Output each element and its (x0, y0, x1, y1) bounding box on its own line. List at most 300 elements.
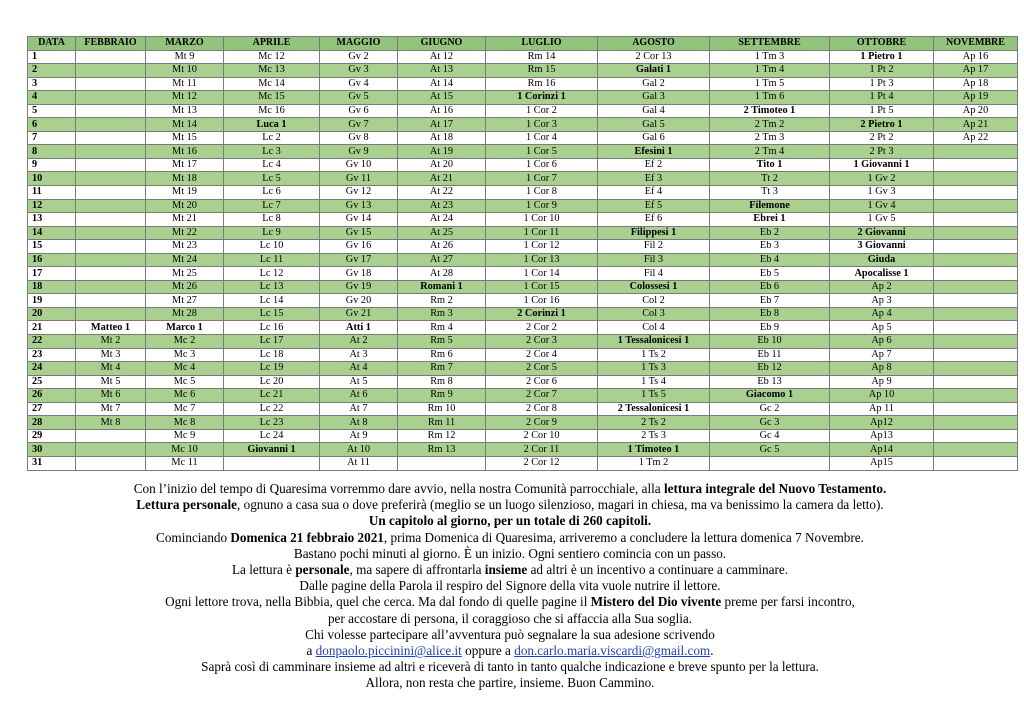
table-row (28, 50, 1018, 64)
reading-cell: Ap 7 (830, 348, 934, 362)
reading-cell (76, 307, 146, 321)
day-cell: 28 (28, 416, 76, 430)
reading-cell: Col 4 (598, 321, 710, 335)
reading-cell: 1 Gv 2 (830, 172, 934, 186)
reading-cell: Mc 15 (224, 91, 320, 105)
reading-cell: Rm 6 (398, 348, 486, 362)
reading-cell: 1 Ts 4 (598, 375, 710, 389)
reading-cell: At 8 (320, 416, 398, 430)
reading-cell: 2 Tm 4 (710, 145, 830, 159)
reading-cell (76, 213, 146, 227)
reading-cell: Lc 13 (224, 280, 320, 294)
table-row (28, 186, 1018, 200)
reading-cell: Eb 3 (710, 240, 830, 254)
reading-cell: Ap 22 (934, 131, 1018, 145)
reading-cell (76, 240, 146, 254)
reading-cell: Fil 2 (598, 240, 710, 254)
reading-cell: Mt 28 (146, 307, 224, 321)
reading-cell: Rm 5 (398, 335, 486, 349)
reading-cell (76, 443, 146, 457)
reading-cell: 1 Gv 4 (830, 199, 934, 213)
table-row (28, 145, 1018, 159)
day-cell: 10 (28, 172, 76, 186)
table-row (28, 91, 1018, 105)
reading-cell: Filemone (710, 199, 830, 213)
reading-cell: Ap 19 (934, 91, 1018, 105)
reading-cell: Gv 19 (320, 280, 398, 294)
reading-cell: At 6 (320, 389, 398, 403)
day-cell: 11 (28, 186, 76, 200)
reading-cell (76, 429, 146, 443)
reading-cell (76, 77, 146, 91)
reading-cell: Ap 3 (830, 294, 934, 308)
reading-cell: At 27 (398, 253, 486, 267)
reading-cell: Colossesi 1 (598, 280, 710, 294)
reading-cell: Matteo 1 (76, 321, 146, 335)
reading-cell: Rm 13 (398, 443, 486, 457)
column-header: AGOSTO (598, 37, 710, 51)
reading-cell: Ap 21 (934, 118, 1018, 132)
reading-cell: 1 Gv 3 (830, 186, 934, 200)
reading-cell: Ap12 (830, 416, 934, 430)
reading-cell: 1 Tessalonicesi 1 (598, 335, 710, 349)
reading-cell: Eb 11 (710, 348, 830, 362)
reading-cell: Lc 6 (224, 186, 320, 200)
reading-cell: Lc 16 (224, 321, 320, 335)
reading-cell: Apocalisse 1 (830, 267, 934, 281)
reading-table (27, 36, 1018, 471)
reading-cell: Eb 9 (710, 321, 830, 335)
reading-cell: 1 Cor 12 (486, 240, 598, 254)
reading-cell: Gal 6 (598, 131, 710, 145)
reading-cell: Gv 20 (320, 294, 398, 308)
reading-cell: At 12 (398, 50, 486, 64)
reading-cell: Galati 1 (598, 64, 710, 78)
note-line: a donpaolo.piccinini@alice.it oppure a don.carlo.maria.viscardi@gmail.com. (306, 643, 714, 659)
table-row (28, 321, 1018, 335)
reading-cell: Ap14 (830, 443, 934, 457)
reading-cell: Mt 4 (76, 362, 146, 376)
reading-cell (76, 64, 146, 78)
reading-cell: At 14 (398, 77, 486, 91)
reading-cell: 1 Cor 10 (486, 213, 598, 227)
day-cell: 13 (28, 213, 76, 227)
day-cell: 25 (28, 375, 76, 389)
reading-cell: 2 Giovanni (830, 226, 934, 240)
announcement-text (20, 481, 1000, 692)
reading-cell: Gv 2 (320, 50, 398, 64)
reading-cell: 2 Ts 2 (598, 416, 710, 430)
table-row (28, 253, 1018, 267)
reading-cell: Gal 3 (598, 91, 710, 105)
reading-cell (76, 131, 146, 145)
reading-cell (934, 253, 1018, 267)
table-row (28, 267, 1018, 281)
reading-cell (934, 267, 1018, 281)
reading-cell: Mt 18 (146, 172, 224, 186)
day-cell: 22 (28, 335, 76, 349)
reading-cell (398, 456, 486, 470)
reading-cell: At 23 (398, 199, 486, 213)
note-line: Cominciando Domenica 21 febbraio 2021, prima Domenica di Quaresima, arriveremo a concludere la lettura domenica 7 Novembre. (156, 529, 864, 545)
reading-cell: 3 Giovanni (830, 240, 934, 254)
reading-cell: Eb 7 (710, 294, 830, 308)
reading-cell: Eb 2 (710, 226, 830, 240)
day-cell: 3 (28, 77, 76, 91)
day-cell: 24 (28, 362, 76, 376)
reading-cell (76, 456, 146, 470)
reading-cell (76, 158, 146, 172)
reading-cell (934, 348, 1018, 362)
table-row (28, 362, 1018, 376)
reading-cell: Gv 11 (320, 172, 398, 186)
reading-cell (934, 213, 1018, 227)
day-cell: 18 (28, 280, 76, 294)
note-line: La lettura è personale, ma sapere di affrontarla insieme ad altri è un incentivo a continuare a camminare. (231, 562, 788, 578)
reading-cell: Eb 10 (710, 335, 830, 349)
reading-cell: Mt 27 (146, 294, 224, 308)
reading-cell: Lc 5 (224, 172, 320, 186)
reading-cell (934, 199, 1018, 213)
reading-cell (934, 321, 1018, 335)
reading-cell: 1 Pt 2 (830, 64, 934, 78)
reading-cell: 1 Pietro 1 (830, 50, 934, 64)
reading-cell (934, 186, 1018, 200)
reading-cell (934, 307, 1018, 321)
day-cell: 23 (28, 348, 76, 362)
reading-cell (934, 294, 1018, 308)
table-row (28, 443, 1018, 457)
reading-cell (76, 253, 146, 267)
reading-cell: Col 3 (598, 307, 710, 321)
reading-cell: Lc 15 (224, 307, 320, 321)
email-link-carlo[interactable]: don.carlo.maria.viscardi@gmail.com (514, 643, 711, 659)
table-row (28, 335, 1018, 349)
reading-cell: Mc 12 (224, 50, 320, 64)
reading-cell: 1 Cor 13 (486, 253, 598, 267)
reading-cell: Mc 13 (224, 64, 320, 78)
reading-cell: Lc 22 (224, 402, 320, 416)
reading-cell: Lc 3 (224, 145, 320, 159)
reading-cell: At 13 (398, 64, 486, 78)
reading-cell: At 19 (398, 145, 486, 159)
reading-cell: At 26 (398, 240, 486, 254)
reading-cell: Ap 11 (830, 402, 934, 416)
day-cell: 9 (28, 158, 76, 172)
reading-cell: Gc 5 (710, 443, 830, 457)
note-line: Bastano pochi minuti al giorno. È un inizio. Ogni sentiero comincia con un passo. (293, 545, 727, 561)
reading-cell: Rm 16 (486, 77, 598, 91)
reading-cell: 1 Gv 5 (830, 213, 934, 227)
reading-cell: Gal 2 (598, 77, 710, 91)
reading-cell: 1 Cor 8 (486, 186, 598, 200)
reading-cell: Mc 4 (146, 362, 224, 376)
reading-cell: Lc 2 (224, 131, 320, 145)
reading-cell: Mc 9 (146, 429, 224, 443)
reading-cell: Rm 11 (398, 416, 486, 430)
reading-cell: 2 Corinzi 1 (486, 307, 598, 321)
reading-cell: 1 Timoteo 1 (598, 443, 710, 457)
reading-cell: Mt 22 (146, 226, 224, 240)
reading-cell: Gv 12 (320, 186, 398, 200)
day-cell: 17 (28, 267, 76, 281)
reading-cell (224, 456, 320, 470)
reading-cell: Lc 10 (224, 240, 320, 254)
reading-cell: 1 Cor 4 (486, 131, 598, 145)
reading-cell: Gv 15 (320, 226, 398, 240)
reading-cell: Mt 17 (146, 158, 224, 172)
table-row (28, 104, 1018, 118)
reading-cell: 2 Cor 10 (486, 429, 598, 443)
reading-cell: Gal 5 (598, 118, 710, 132)
reading-cell: Mt 9 (146, 50, 224, 64)
reading-cell: At 10 (320, 443, 398, 457)
reading-calendar (27, 36, 1017, 471)
reading-cell: At 22 (398, 186, 486, 200)
reading-cell: At 11 (320, 456, 398, 470)
reading-cell: 1 Tm 6 (710, 91, 830, 105)
reading-cell: Ef 4 (598, 186, 710, 200)
reading-cell: Lc 11 (224, 253, 320, 267)
table-row (28, 213, 1018, 227)
reading-cell: 1 Pt 4 (830, 91, 934, 105)
note-line: Allora, non resta che partire, insieme. Buon Cammino. (365, 675, 655, 691)
reading-cell: Gv 16 (320, 240, 398, 254)
reading-cell: Gv 18 (320, 267, 398, 281)
day-cell: 4 (28, 91, 76, 105)
table-row (28, 158, 1018, 172)
reading-cell: Mt 8 (76, 416, 146, 430)
reading-cell: At 24 (398, 213, 486, 227)
reading-cell: Rm 14 (486, 50, 598, 64)
reading-cell: 1 Tm 3 (710, 50, 830, 64)
reading-cell: Mc 3 (146, 348, 224, 362)
reading-cell (76, 104, 146, 118)
day-cell: 12 (28, 199, 76, 213)
reading-cell: Ap 8 (830, 362, 934, 376)
reading-cell: 1 Cor 9 (486, 199, 598, 213)
reading-cell: 2 Pt 2 (830, 131, 934, 145)
reading-cell: Mt 26 (146, 280, 224, 294)
reading-cell: At 7 (320, 402, 398, 416)
table-row (28, 64, 1018, 78)
reading-cell: Ap 20 (934, 104, 1018, 118)
reading-cell: Rm 7 (398, 362, 486, 376)
reading-cell: Mt 19 (146, 186, 224, 200)
reading-cell: 1 Ts 2 (598, 348, 710, 362)
reading-cell: 2 Cor 4 (486, 348, 598, 362)
reading-cell: Mc 2 (146, 335, 224, 349)
reading-cell: Mt 10 (146, 64, 224, 78)
day-cell: 30 (28, 443, 76, 457)
reading-cell (934, 362, 1018, 376)
reading-cell: Mt 24 (146, 253, 224, 267)
table-row (28, 131, 1018, 145)
day-cell: 5 (28, 104, 76, 118)
reading-cell (76, 91, 146, 105)
reading-cell: Lc 14 (224, 294, 320, 308)
reading-cell: 2 Cor 6 (486, 375, 598, 389)
reading-cell (934, 456, 1018, 470)
reading-cell: 1 Ts 5 (598, 389, 710, 403)
day-cell: 2 (28, 64, 76, 78)
day-cell: 29 (28, 429, 76, 443)
reading-cell: Mt 14 (146, 118, 224, 132)
reading-cell: At 15 (398, 91, 486, 105)
day-cell: 26 (28, 389, 76, 403)
reading-cell: Gv 17 (320, 253, 398, 267)
email-link-paolo[interactable]: donpaolo.piccinini@alice.it (315, 643, 462, 659)
reading-cell: 2 Tessalonicesi 1 (598, 402, 710, 416)
reading-cell: Mt 3 (76, 348, 146, 362)
reading-cell: 2 Cor 5 (486, 362, 598, 376)
reading-cell: 1 Cor 7 (486, 172, 598, 186)
reading-cell: Mc 11 (146, 456, 224, 470)
day-cell: 7 (28, 131, 76, 145)
reading-cell: Tt 3 (710, 186, 830, 200)
reading-cell: 1 Tm 4 (710, 64, 830, 78)
reading-cell: Lc 12 (224, 267, 320, 281)
reading-cell: Rm 2 (398, 294, 486, 308)
reading-cell: Lc 24 (224, 429, 320, 443)
note-line: per accostare di persona, il coraggioso che si affaccia alla Sua soglia. (327, 610, 693, 626)
reading-cell: Gv 13 (320, 199, 398, 213)
reading-cell: Lc 17 (224, 335, 320, 349)
reading-cell: Gv 21 (320, 307, 398, 321)
reading-cell: At 3 (320, 348, 398, 362)
reading-cell: 2 Cor 8 (486, 402, 598, 416)
table-header-row (28, 37, 1018, 51)
reading-cell: Rm 15 (486, 64, 598, 78)
reading-cell (710, 456, 830, 470)
reading-cell: Ap 18 (934, 77, 1018, 91)
reading-cell (934, 389, 1018, 403)
reading-cell: Ap13 (830, 429, 934, 443)
reading-cell: Giuda (830, 253, 934, 267)
reading-cell: Rm 9 (398, 389, 486, 403)
reading-cell: Mc 8 (146, 416, 224, 430)
reading-cell: Ef 2 (598, 158, 710, 172)
reading-cell: At 21 (398, 172, 486, 186)
reading-cell: 1 Giovanni 1 (830, 158, 934, 172)
reading-cell: Gal 4 (598, 104, 710, 118)
reading-cell (934, 145, 1018, 159)
reading-cell: Tito 1 (710, 158, 830, 172)
reading-cell: Fil 3 (598, 253, 710, 267)
reading-cell: 2 Tm 2 (710, 118, 830, 132)
day-cell: 31 (28, 456, 76, 470)
note-line: Dalle pagine della Parola il respiro del Signore della vita vuole nutrire il lettore. (299, 578, 721, 594)
reading-cell (76, 50, 146, 64)
reading-cell (76, 226, 146, 240)
table-row (28, 307, 1018, 321)
reading-cell: 1 Cor 6 (486, 158, 598, 172)
reading-cell (934, 375, 1018, 389)
reading-cell: 2 Cor 3 (486, 335, 598, 349)
column-header: MAGGIO (320, 37, 398, 51)
table-row (28, 456, 1018, 470)
note-line: Ogni lettore trova, nella Bibbia, quel che cerca. Ma dal fondo di quelle pagine il Mistero del Dio vivente preme per farsi incontro, (165, 594, 855, 610)
reading-cell: 1 Cor 5 (486, 145, 598, 159)
reading-cell: Rm 12 (398, 429, 486, 443)
reading-cell: Gv 5 (320, 91, 398, 105)
reading-cell: Gv 6 (320, 104, 398, 118)
reading-cell: Lc 9 (224, 226, 320, 240)
note-line: Lettura personale, ognuno a casa sua o dove preferirà (meglio se un luogo silenzioso, magari in chiesa, ma va benissimo la camera da letto). (136, 497, 884, 513)
reading-cell: Mt 2 (76, 335, 146, 349)
reading-cell: Mt 25 (146, 267, 224, 281)
reading-cell: 2 Cor 11 (486, 443, 598, 457)
reading-cell: Romani 1 (398, 280, 486, 294)
reading-cell: Lc 8 (224, 213, 320, 227)
note-line: Chi volesse partecipare all’avventura può segnalare la sua adesione scrivendo (305, 626, 715, 642)
reading-cell: Rm 10 (398, 402, 486, 416)
day-cell: 16 (28, 253, 76, 267)
reading-cell: Marco 1 (146, 321, 224, 335)
reading-cell: Mt 16 (146, 145, 224, 159)
reading-cell: At 5 (320, 375, 398, 389)
reading-cell: 2 Pt 3 (830, 145, 934, 159)
column-header: OTTOBRE (830, 37, 934, 51)
reading-cell: 2 Cor 12 (486, 456, 598, 470)
reading-cell: Lc 23 (224, 416, 320, 430)
reading-cell: Gv 7 (320, 118, 398, 132)
reading-cell (76, 199, 146, 213)
reading-cell: 1 Cor 3 (486, 118, 598, 132)
reading-cell: Rm 4 (398, 321, 486, 335)
table-row (28, 118, 1018, 132)
table-body (28, 50, 1018, 470)
reading-cell: Mt 5 (76, 375, 146, 389)
column-header: APRILE (224, 37, 320, 51)
reading-cell: At 2 (320, 335, 398, 349)
reading-cell: 1 Cor 15 (486, 280, 598, 294)
table-row (28, 294, 1018, 308)
reading-cell: Lc 20 (224, 375, 320, 389)
reading-cell: 2 Pietro 1 (830, 118, 934, 132)
reading-cell (76, 294, 146, 308)
table-row (28, 240, 1018, 254)
reading-cell (934, 226, 1018, 240)
reading-cell: Eb 8 (710, 307, 830, 321)
column-header: SETTEMBRE (710, 37, 830, 51)
reading-cell (76, 118, 146, 132)
reading-cell: 1 Pt 5 (830, 104, 934, 118)
reading-cell: Ef 3 (598, 172, 710, 186)
reading-cell (934, 416, 1018, 430)
reading-cell: Lc 4 (224, 158, 320, 172)
reading-cell: Gc 3 (710, 416, 830, 430)
column-header: GIUGNO (398, 37, 486, 51)
reading-cell: Ap 4 (830, 307, 934, 321)
reading-cell: 1 Ts 3 (598, 362, 710, 376)
reading-cell (934, 429, 1018, 443)
day-cell: 14 (28, 226, 76, 240)
table-row (28, 172, 1018, 186)
reading-cell: At 4 (320, 362, 398, 376)
reading-cell: Ef 5 (598, 199, 710, 213)
reading-cell: Mt 7 (76, 402, 146, 416)
reading-cell: Gv 4 (320, 77, 398, 91)
reading-cell (934, 402, 1018, 416)
reading-cell: 2 Cor 9 (486, 416, 598, 430)
note-line: Saprà così di camminare insieme ad altri e riceverà di tanto in tanto qualche indicazione e breve spunto per la lettura. (201, 659, 819, 675)
reading-cell: Mt 12 (146, 91, 224, 105)
reading-cell: Gv 9 (320, 145, 398, 159)
reading-cell: Gc 2 (710, 402, 830, 416)
reading-cell: Mt 20 (146, 199, 224, 213)
day-cell: 15 (28, 240, 76, 254)
